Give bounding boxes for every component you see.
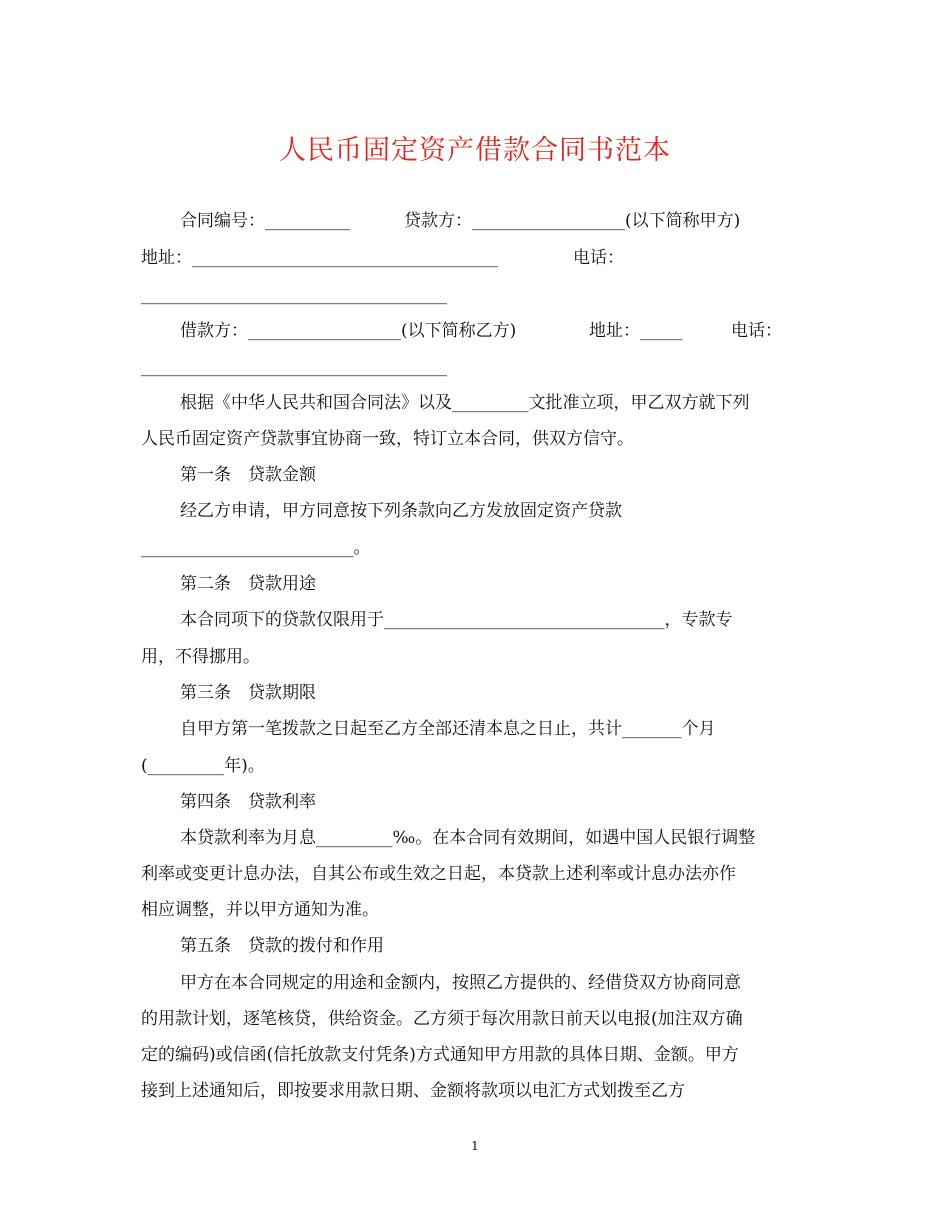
article-2-line-1: 本合同项下的贷款仅限用于_________________________________，专款专 bbox=[180, 610, 733, 630]
borrower-phone-blank: ____________________________________ bbox=[141, 357, 447, 377]
article-1-line-2: _________________________。 bbox=[141, 538, 371, 558]
lender-phone-label: 电话： bbox=[573, 248, 624, 268]
lender-address-line: 地址：____________________________________ bbox=[141, 248, 498, 268]
document-title: 人民币固定资产借款合同书范本 bbox=[279, 135, 671, 166]
article-1-heading: 第一条 贷款金额 bbox=[180, 465, 316, 485]
lender-phone-blank: ____________________________________ bbox=[141, 285, 447, 305]
borrower-phone-label: 电话： bbox=[731, 321, 782, 341]
article-5-line-4: 接到上述通知后，即按要求用款日期、金额将款项以电汇方式划拨至乙方 bbox=[141, 1081, 685, 1101]
article-5-heading: 第五条 贷款的拨付和作用 bbox=[180, 936, 384, 956]
borrower-line: 借款方：__________________(以下简称乙方) bbox=[180, 321, 517, 341]
article-4-line-1: 本贷款利率为月息_________‰。在本合同有效期间，如遇中国人民银行调整 bbox=[180, 828, 756, 848]
article-4-line-2: 利率或变更计息办法，自其公布或生效之日起，本贷款上述利率或计息办法亦作 bbox=[141, 864, 736, 884]
article-5-line-2: 的用款计划，逐笔核贷，供给资金。乙方须于每次用款日前天以电报(加注双方确 bbox=[141, 1009, 743, 1029]
page-number: 1 bbox=[471, 1139, 479, 1153]
article-3-line-1: 自甲方第一笔拨款之日起至乙方全部还清本息之日止，共计_______个月 bbox=[180, 719, 716, 739]
borrower-address-line: 地址：_____ bbox=[589, 321, 683, 341]
article-4-line-3: 相应调整，并以甲方通知为准。 bbox=[141, 900, 379, 920]
intro-line-1: 根据《中华人民共和国合同法》以及_________文批准立项，甲乙双方就下列 bbox=[180, 393, 750, 413]
article-2-line-2: 用，不得挪用。 bbox=[141, 647, 260, 667]
intro-line-2: 人民币固定资产贷款事宜协商一致，特订立本合同，供双方信守。 bbox=[141, 429, 634, 449]
lender-line: 贷款方：__________________(以下简称甲方) bbox=[404, 211, 741, 231]
article-4-heading: 第四条 贷款利率 bbox=[180, 792, 316, 812]
article-3-line-2: (_________年)。 bbox=[141, 756, 265, 776]
article-1-line-1: 经乙方申请，甲方同意按下列条款向乙方发放固定资产贷款 bbox=[180, 501, 622, 521]
contract-number-line: 合同编号：__________ bbox=[180, 211, 350, 231]
article-3-heading: 第三条 贷款期限 bbox=[180, 683, 316, 703]
article-5-line-1: 甲方在本合同规定的用途和金额内，按照乙方提供的、经借贷双方协商同意 bbox=[180, 973, 741, 993]
article-5-line-3: 定的编码)或信函(信托放款支付凭条)方式通知甲方用款的具体日期、金额。甲方 bbox=[141, 1045, 739, 1065]
article-2-heading: 第二条 贷款用途 bbox=[180, 574, 316, 594]
